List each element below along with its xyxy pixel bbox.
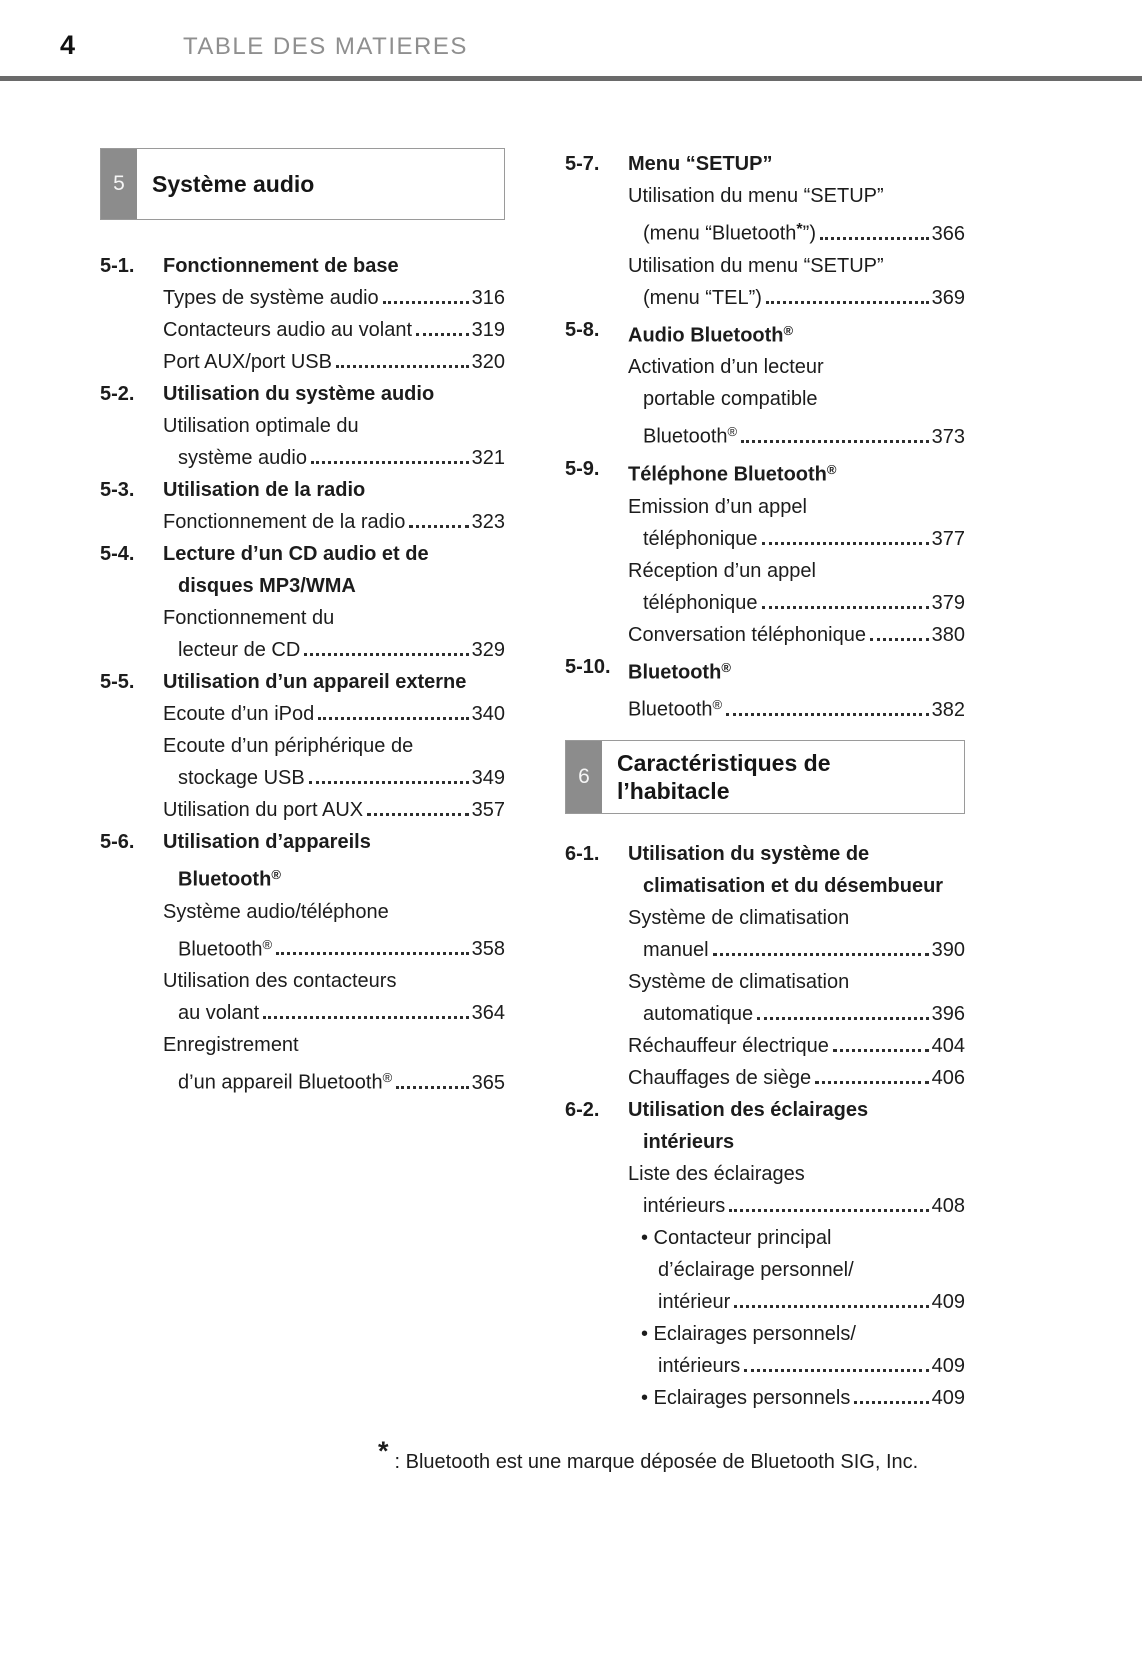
section-number: 5-7. — [565, 153, 600, 175]
toc-item-line: Utilisation du menu “SETUP” — [628, 254, 884, 277]
section-heading — [565, 651, 965, 689]
toc-item — [628, 1158, 965, 1222]
toc-item-line: • Contacteur principal — [641, 1226, 832, 1249]
toc-item-line — [163, 506, 505, 538]
toc-item-line — [641, 1382, 965, 1414]
section-title — [628, 148, 965, 180]
toc-item — [628, 619, 965, 651]
section-number: 5-6. — [100, 831, 135, 853]
dotted-leader — [318, 717, 468, 720]
toc-item-line — [163, 928, 505, 966]
toc-item-text: intérieur — [658, 1290, 731, 1313]
dotted-leader — [713, 953, 929, 956]
toc-item-line: Liste des éclairages — [628, 1162, 805, 1185]
toc-item — [163, 506, 505, 538]
section-title — [628, 453, 965, 491]
chapter-banner — [565, 740, 965, 814]
dotted-leader — [854, 1401, 928, 1404]
page-ref: 373 — [931, 425, 965, 448]
toc-item-line — [163, 282, 505, 314]
toc-item-text: intérieurs — [643, 1194, 726, 1217]
toc-item-line — [628, 619, 965, 651]
chapter-title — [602, 741, 838, 813]
chapter-title-line: Caractéristiques de — [617, 749, 831, 776]
section-title-line: Fonctionnement de base — [163, 255, 399, 277]
section-number: 5-10. — [565, 655, 611, 678]
header-divider — [0, 76, 1142, 81]
toc-item — [628, 688, 965, 726]
toc-item-line: Système de climatisation — [628, 906, 850, 929]
section-title-line: Bluetooth® — [628, 659, 731, 684]
toc-item-line — [628, 282, 965, 314]
toc-item-line — [628, 1190, 965, 1222]
section-title-line: Utilisation d’un appareil externe — [163, 671, 467, 693]
section-heading — [100, 538, 505, 602]
dotted-leader — [734, 1305, 928, 1308]
toc-item-line: Ecoute d’un périphérique de — [163, 735, 414, 757]
dotted-leader — [870, 638, 929, 641]
registered-trademark-symbol: ® — [826, 461, 837, 477]
toc-item — [628, 1318, 965, 1382]
page-header — [0, 26, 1142, 76]
toc-item-text: Contacteurs audio au volant — [163, 319, 413, 341]
registered-trademark-symbol: ® — [783, 322, 794, 338]
toc-item-line: d’éclairage personnel/ — [658, 1258, 854, 1281]
toc-item-line: Système audio/téléphone — [163, 900, 389, 923]
toc-item-line: portable compatible — [643, 388, 818, 411]
dotted-leader — [762, 542, 929, 545]
toc-item — [163, 896, 505, 966]
section-title — [163, 666, 505, 698]
section-title-line: Audio Bluetooth® — [628, 322, 794, 347]
section-title — [163, 474, 505, 506]
toc-item-line — [628, 523, 965, 555]
section-number: 6-1. — [565, 842, 600, 865]
section-title-line: intérieurs — [643, 1130, 735, 1153]
page-ref: 369 — [931, 286, 965, 309]
page-ref: 380 — [931, 623, 965, 646]
dotted-leader — [833, 1049, 929, 1052]
page-ref: 406 — [931, 1066, 965, 1089]
section-title-line: Téléphone Bluetooth® — [628, 461, 837, 486]
toc-item — [163, 698, 505, 730]
toc-item-line — [641, 1350, 965, 1382]
page-ref: 316 — [471, 287, 505, 309]
toc-item-text: téléphonique — [643, 591, 758, 614]
toc-item-text: • Eclairages personnels — [641, 1386, 851, 1409]
toc-item-line — [163, 1061, 505, 1099]
toc-item-line — [163, 442, 505, 474]
toc-item-text: Bluetooth® — [643, 424, 738, 448]
page-ref: 358 — [471, 938, 505, 961]
toc-item-text: intérieurs — [658, 1354, 741, 1377]
toc-columns — [100, 148, 1005, 1414]
toc-item — [628, 966, 965, 1030]
toc-item — [163, 410, 505, 474]
page-ref: 321 — [471, 447, 505, 469]
dotted-leader — [396, 1086, 468, 1089]
toc-item-line — [628, 998, 965, 1030]
section-heading — [565, 1094, 965, 1158]
page-ref: 404 — [931, 1034, 965, 1057]
page-ref: 408 — [931, 1194, 965, 1217]
section-title-line: Menu “SETUP” — [628, 153, 773, 175]
toc-item-line: Utilisation du menu “SETUP” — [628, 185, 884, 207]
toc-item — [163, 346, 505, 378]
section-title-line: Utilisation d’appareils — [163, 831, 371, 853]
registered-trademark-symbol: ® — [727, 424, 738, 440]
dotted-leader — [757, 1017, 929, 1020]
toc-column-left — [100, 148, 505, 1414]
chapter-tab-number: 6 — [566, 741, 602, 813]
section-heading — [100, 666, 505, 698]
toc-item-text: Réchauffeur électrique — [628, 1034, 829, 1057]
toc-item — [628, 1062, 965, 1094]
dotted-leader — [309, 781, 469, 784]
footnote-asterisk: * — [378, 1436, 389, 1466]
toc-column-right — [565, 148, 965, 1414]
dotted-leader — [311, 461, 469, 464]
page-ref: 382 — [931, 698, 965, 721]
toc-item-text: (menu “TEL”) — [643, 286, 762, 309]
toc-item-text: Bluetooth® — [178, 936, 273, 961]
page-ref: 379 — [931, 591, 965, 614]
toc-item-line — [163, 634, 505, 666]
page-number: 4 — [60, 30, 76, 60]
dotted-leader — [383, 301, 469, 304]
section-number: 5-9. — [565, 457, 600, 480]
section-title — [628, 314, 965, 352]
toc-item-text: d’un appareil Bluetooth® — [178, 1070, 393, 1094]
section-heading — [100, 474, 505, 506]
toc-item-text: Port AUX/port USB — [163, 351, 332, 373]
toc-item-text: Chauffages de siège — [628, 1066, 812, 1089]
toc-item-line — [628, 688, 965, 726]
section-heading — [565, 314, 965, 352]
dotted-leader — [744, 1369, 928, 1372]
toc-item-text: Types de système audio — [163, 287, 379, 309]
section-number: 5-4. — [100, 543, 135, 565]
section-heading — [565, 148, 965, 180]
footnote-marker: * — [796, 221, 803, 238]
section-title — [163, 250, 505, 282]
registered-trademark-symbol: ® — [721, 659, 731, 675]
section-title — [628, 1094, 965, 1158]
section-title-line: Utilisation du système audio — [163, 383, 435, 405]
page-ref: 390 — [931, 938, 965, 961]
dotted-leader — [726, 713, 929, 716]
page-ref: 366 — [931, 222, 965, 245]
toc-item-line: Fonctionnement du — [163, 607, 335, 629]
toc-item-line: Emission d’un appel — [628, 495, 807, 518]
chapter-tab-number: 5 — [101, 149, 137, 219]
section-heading — [100, 378, 505, 410]
chapter-title-line: l’habitacle — [617, 777, 730, 804]
toc-item-text: Bluetooth® — [628, 697, 723, 721]
toc-item-text: lecteur de CD — [178, 639, 301, 661]
dotted-leader — [815, 1081, 929, 1084]
section-number: 6-2. — [565, 1098, 600, 1121]
section-heading — [100, 826, 505, 896]
toc-item-line — [163, 698, 505, 730]
toc-item — [163, 965, 505, 1029]
dotted-leader — [409, 525, 468, 528]
section-title-line: Utilisation du système de — [628, 842, 870, 865]
toc-item — [628, 351, 965, 453]
toc-item-line: • Eclairages personnels/ — [641, 1322, 856, 1345]
section-number: 5-1. — [100, 255, 135, 277]
toc-item-line — [628, 415, 965, 453]
registered-trademark-symbol: ® — [382, 1070, 393, 1086]
section-heading — [565, 838, 965, 902]
section-title — [163, 826, 505, 896]
section-number: 5-8. — [565, 318, 600, 341]
toc-item — [628, 1382, 965, 1414]
toc-item-line — [163, 314, 505, 346]
toc-item-line — [628, 587, 965, 619]
toc-item-text: au volant — [178, 1002, 260, 1025]
toc-item-text: système audio — [178, 447, 307, 469]
dotted-leader — [729, 1209, 928, 1212]
section-title — [628, 651, 965, 689]
dotted-leader — [263, 1016, 468, 1019]
section-title — [163, 378, 505, 410]
toc-item — [628, 180, 965, 250]
toc-item-text: stockage USB — [178, 767, 305, 789]
toc-item-line: Réception d’un appel — [628, 559, 816, 582]
dotted-leader — [762, 606, 929, 609]
toc-item-line: Système de climatisation — [628, 970, 850, 993]
toc-item-line — [628, 1062, 965, 1094]
toc-item-line: Enregistrement — [163, 1034, 299, 1057]
section-heading — [565, 453, 965, 491]
toc-item-line: Utilisation des contacteurs — [163, 970, 397, 993]
toc-item-line: Activation d’un lecteur — [628, 356, 824, 379]
section-number: 5-3. — [100, 479, 135, 501]
page-ref: 340 — [471, 703, 505, 725]
section-title — [628, 838, 965, 902]
dotted-leader — [367, 813, 469, 816]
dotted-leader — [336, 365, 469, 368]
page-ref: 364 — [471, 1002, 505, 1025]
dotted-leader — [820, 237, 929, 240]
page-ref: 409 — [931, 1386, 965, 1409]
toc-item-line — [628, 212, 965, 250]
toc-item-line — [163, 997, 505, 1029]
toc-item — [163, 794, 505, 826]
page-ref: 377 — [931, 527, 965, 550]
section-title-line: climatisation et du désembueur — [643, 874, 944, 897]
toc-item — [163, 282, 505, 314]
footnote-text: : Bluetooth est une marque déposée de Bluetooth SIG, Inc. — [394, 1451, 919, 1473]
toc-item — [628, 902, 965, 966]
toc-item — [628, 1222, 965, 1318]
toc-item-line — [628, 934, 965, 966]
toc-item — [163, 1029, 505, 1099]
toc-item-text: Utilisation du port AUX — [163, 799, 364, 821]
toc-item-text: téléphonique — [643, 527, 758, 550]
section-title-line: Utilisation des éclairages — [628, 1098, 869, 1121]
toc-item — [628, 250, 965, 314]
toc-item-line — [163, 762, 505, 794]
toc-item-line — [628, 1030, 965, 1062]
toc-item-text: Fonctionnement de la radio — [163, 511, 406, 533]
dotted-leader — [276, 952, 469, 955]
page-title: TABLE DES MATIERES — [183, 33, 468, 60]
section-title-line: disques MP3/WMA — [178, 575, 356, 597]
toc-item-line — [163, 346, 505, 378]
toc-item-text: Conversation téléphonique — [628, 623, 866, 646]
section-title-line: Lecture d’un CD audio et de — [163, 543, 429, 565]
dotted-leader — [766, 301, 929, 304]
registered-trademark-symbol: ® — [271, 867, 281, 882]
chapter-title — [137, 149, 322, 219]
toc-item-line — [641, 1286, 965, 1318]
section-number: 5-2. — [100, 383, 135, 405]
registered-trademark-symbol: ® — [712, 697, 723, 713]
toc-item-text: Ecoute d’un iPod — [163, 703, 315, 725]
page-ref: 349 — [471, 767, 505, 789]
toc-item-text: manuel — [643, 938, 709, 961]
toc-item-line: Utilisation optimale du — [163, 415, 359, 437]
chapter-title-line: Système audio — [152, 171, 315, 197]
section-title-line: Utilisation de la radio — [163, 479, 366, 501]
toc-item-text: (menu “Bluetooth*”) — [643, 221, 816, 245]
toc-item — [628, 1030, 965, 1062]
page-ref: 409 — [931, 1354, 965, 1377]
toc-item — [628, 555, 965, 619]
footnote — [378, 1436, 918, 1474]
page-ref: 323 — [471, 511, 505, 533]
toc-item — [628, 491, 965, 555]
dotted-leader — [304, 653, 468, 656]
page-ref: 329 — [471, 639, 505, 661]
page-ref: 319 — [471, 319, 505, 341]
page-ref: 396 — [931, 1002, 965, 1025]
dotted-leader — [416, 333, 469, 336]
chapter-banner — [100, 148, 505, 220]
section-title — [163, 538, 505, 602]
toc-item — [163, 602, 505, 666]
registered-trademark-symbol: ® — [262, 936, 273, 952]
section-number: 5-5. — [100, 671, 135, 693]
page-ref: 365 — [471, 1071, 505, 1094]
section-heading — [100, 250, 505, 282]
section-title-line: Bluetooth® — [178, 867, 281, 891]
toc-item — [163, 730, 505, 794]
page-ref: 409 — [931, 1290, 965, 1313]
toc-item-text: automatique — [643, 1002, 754, 1025]
page-ref: 320 — [471, 351, 505, 373]
toc-item — [163, 314, 505, 346]
dotted-leader — [741, 440, 929, 443]
toc-item-line — [163, 794, 505, 826]
page-ref: 357 — [471, 799, 505, 821]
